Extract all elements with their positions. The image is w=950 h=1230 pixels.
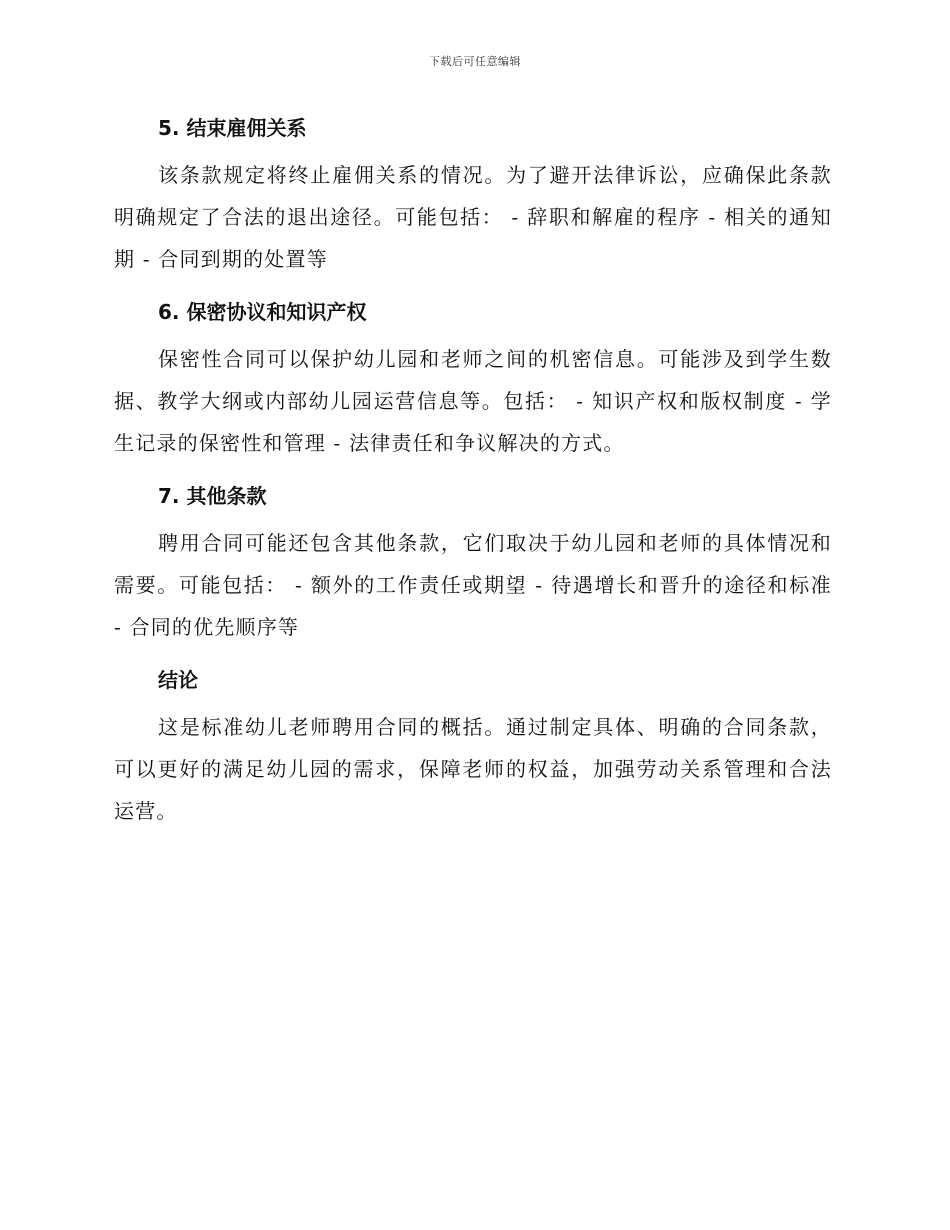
section-conclusion [114, 660, 832, 832]
section-heading: 5. 结束雇佣关系 [158, 116, 307, 140]
section-other-terms [114, 476, 832, 648]
section-heading: 7. 其他条款 [158, 484, 267, 508]
section-end-employment [114, 108, 832, 280]
section-paragraph: 保密性合同可以保护幼儿园和老师之间的机密信息。可能涉及到学生数据、教学大纲或内部幼儿园运营信息等。包括： - 知识产权和版权制度 - 学生记录的保密性和管理 - 法律责任和争议解决的方式。 [114, 347, 832, 455]
section-heading: 结论 [158, 668, 198, 692]
section-paragraph: 这是标准幼儿老师聘用合同的概括。通过制定具体、明确的合同条款，可以更好的满足幼儿园的需求，保障老师的权益，加强劳动关系管理和合法运营。 [114, 715, 832, 823]
section-confidentiality [114, 292, 832, 464]
header-note: 下载后可任意编辑 [429, 55, 521, 68]
section-paragraph: 聘用合同可能还包含其他条款，它们取决于幼儿园和老师的具体情况和需要。可能包括： - 额外的工作责任或期望 - 待遇增长和晋升的途径和标准 - 合同的优先顺序等 [114, 531, 832, 639]
section-paragraph: 该条款规定将终止雇佣关系的情况。为了避开法律诉讼，应确保此条款明确规定了合法的退出途径。可能包括： - 辞职和解雇的程序 - 相关的通知期 - 合同到期的处置等 [114, 163, 832, 271]
document-content [114, 108, 832, 844]
section-heading: 6. 保密协议和知识产权 [158, 300, 367, 324]
